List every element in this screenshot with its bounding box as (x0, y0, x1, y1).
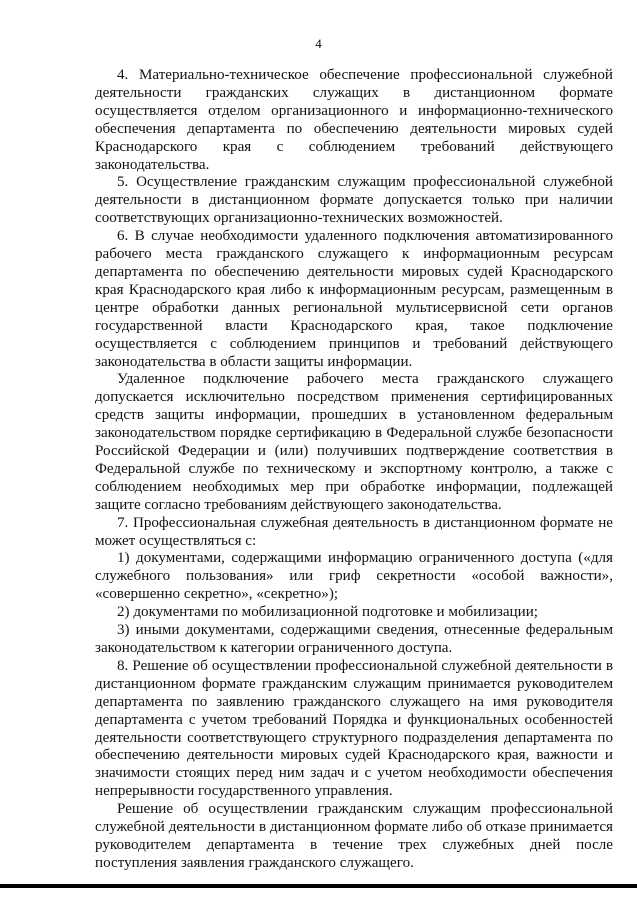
paragraph-decision: Решение об осуществлении гражданским служащим профессиональной служебной деятельности в дистанционном формате либо об отказе принимается руководителем департамента в течение трех служебных дней после поступления заявления гражданского служащего. (95, 801, 613, 871)
paragraph-item-4: 4. Материально-техническое обеспечение профессиональной служебной деятельности гражданских служащих в дистанционном формате осуществляется отделом организационного и информационно-технического обеспечения департамента по обеспечению деятельности мировых судей Краснодарского края с соблюдением требований действующего законодательства. (95, 67, 613, 173)
paragraph-subitem-2: 2) документами по мобилизационной подготовке и мобилизации; (117, 604, 538, 621)
paragraph-item-8: 8. Решение об осуществлении профессиональной служебной деятельности в дистанционном формате гражданским служащим принимается руководителем департамента по заявлению гражданского служащего на имя руководителя департамента с учетом требований Порядка и функциональных особенностей деятельности соответствующего структурного подразделения департамента по обеспечению деятельности мировых судей Краснодарского края, важности и значимости стоящих перед ним задач и с учетом необходимости обеспечения непрерывности государственного управления. (95, 657, 613, 800)
paragraph-item-6: 6. В случае необходимости удаленного подключения автоматизированного рабочего места гражданского служащего к информационным ресурсам департамента по обеспечению деятельности мировых судей Краснодарского края Краснодарского края либо к информационным ресурсам, размещенным в центре обработки данных региональной мультисервисной сети органов государственной власти Краснодарского края, такое подключение осуществляется с соблюдением принципов и требований действующего законодательства в области защиты информации. (95, 228, 613, 370)
paragraph-subitem-1: 1) документами, содержащими информацию ограниченного доступа («для служебного пользования» или гриф секретности «особой важности», «совершенно секретно», «секретно»); (95, 550, 613, 603)
paragraph-item-5: 5. Осуществление гражданским служащим профессиональной служебной деятельности в дистанционном формате допускается только при наличии соответствующих организационно-технических возможностей. (95, 174, 613, 227)
paragraph-subitem-3: 3) иными документами, содержащими сведения, отнесенные федеральным законодательством к категории ограниченного доступа. (95, 622, 613, 656)
paragraph-item-7: 7. Профессиональная служебная деятельность в дистанционном формате не может осуществляться с: (95, 514, 613, 549)
paragraph-remote-connection: Удаленное подключение рабочего места гражданского служащего допускается исключительно посредством применения сертифицированных средств защиты информации, прошедших в установленном федеральным законодательством порядке сертификацию в Федеральной службе безопасности Российской Федерации и (или) получивших подтверждение соответствия в Федеральной службе по техническому и экспортному контролю, а также с соблюдением необходимых мер при обработке информации, подлежащей защите согласно требованиям действующего законодательства. (95, 371, 613, 513)
bottom-border-line (0, 884, 637, 888)
page-number: 4 (315, 36, 322, 51)
document-body (95, 67, 613, 873)
